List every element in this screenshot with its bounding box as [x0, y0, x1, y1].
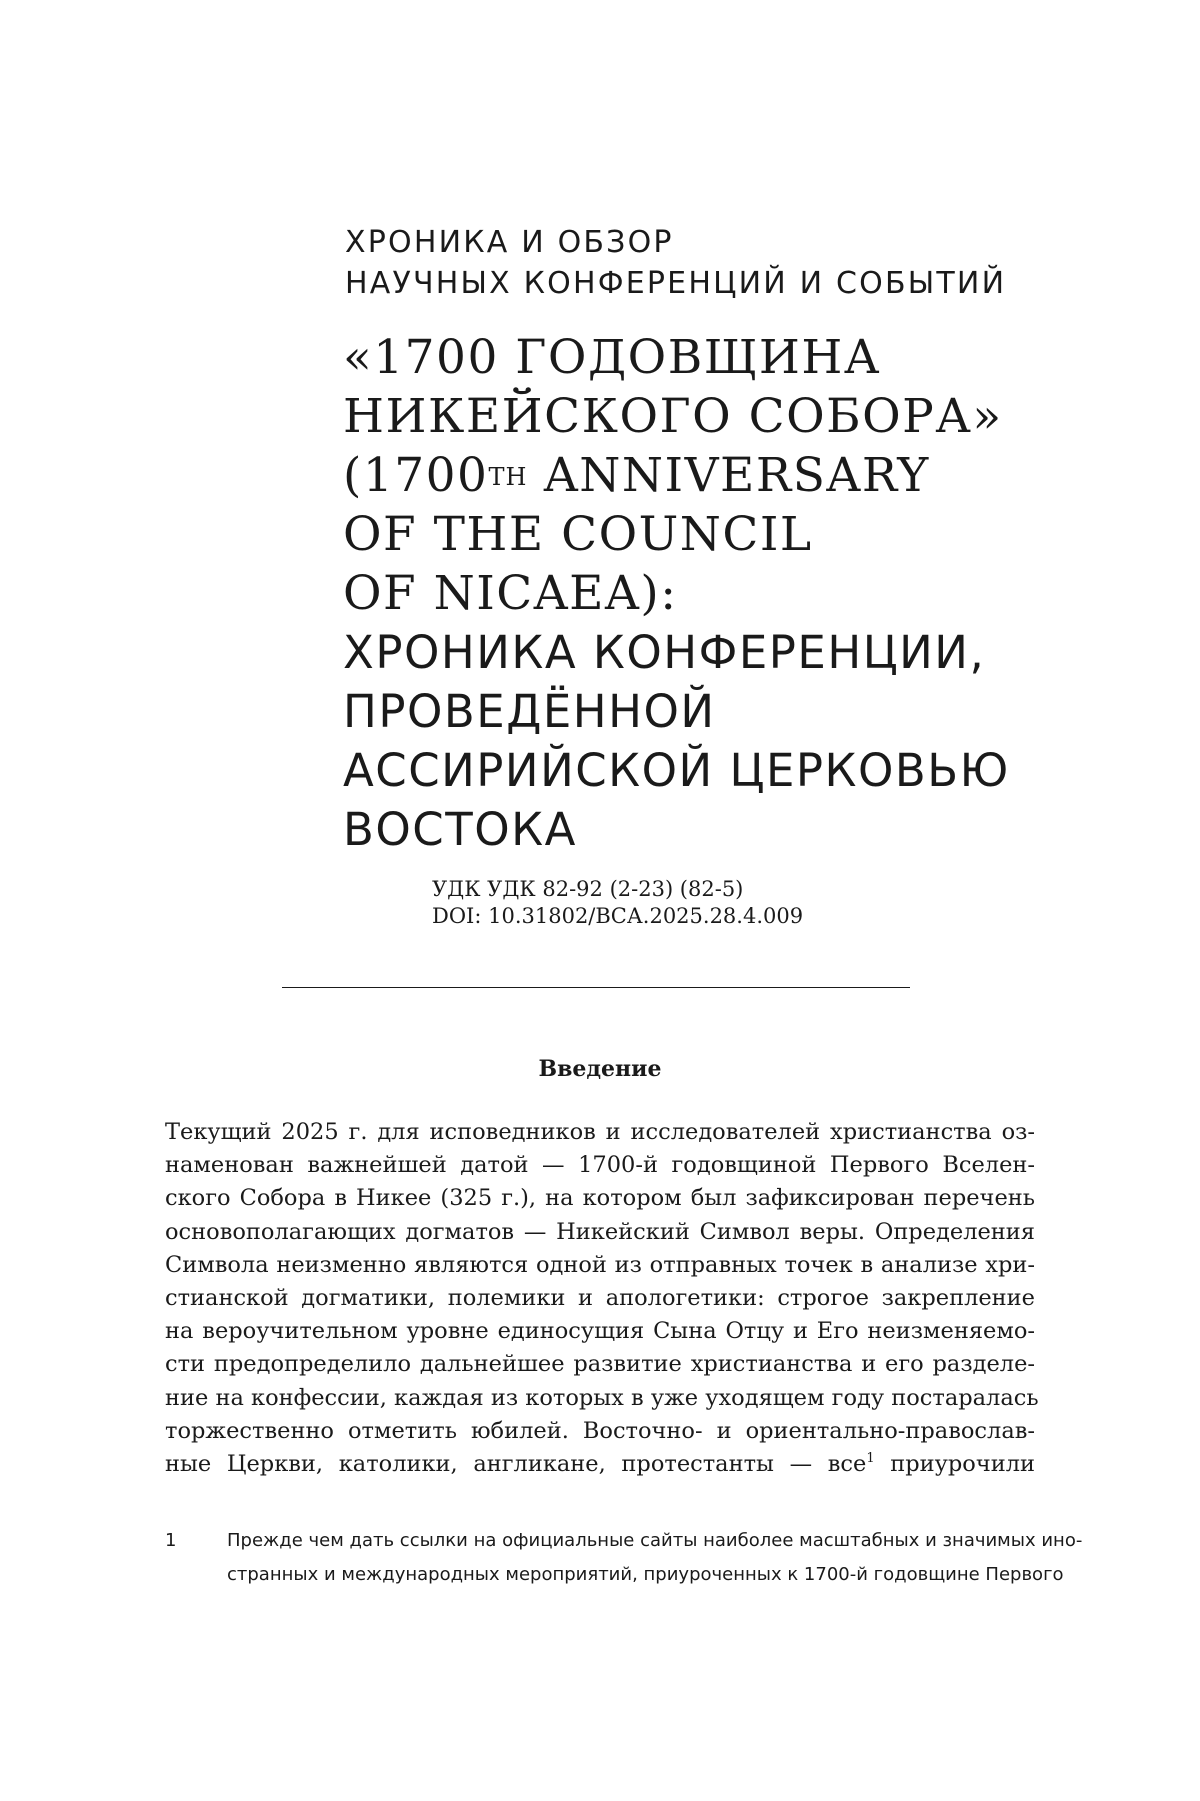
title-line-9: ВОСТОКА	[343, 803, 577, 856]
body-line: основополагающих догматов — Никейский Символ веры. Определения	[165, 1218, 1035, 1245]
title-line-7: ПРОВЕДЁННОЙ	[343, 685, 716, 738]
body-line: стианской догматики, полемики и апологетики: строгое закрепление	[165, 1284, 1035, 1311]
body-paragraph	[165, 1116, 1039, 1481]
body-line: наменован важнейшей датой — 1700-й годовщиной Первого Вселен-	[165, 1152, 1035, 1179]
body-line: ского Собора в Никее (325 г.), на котором был зафиксирован перечень	[165, 1185, 1035, 1212]
footnote-text	[227, 1524, 1083, 1592]
udk-code: УДК УДК 82-92 (2-23) (82-5)	[432, 877, 744, 901]
title-line-3-post: ANNIVERSARY	[527, 448, 930, 503]
footnote-number: 1	[165, 1530, 177, 1551]
title-line-1: «1700 ГОДОВЩИНА	[343, 330, 881, 385]
body-line: на вероучительном уровне единосущия Сына Отцу и Его неизменяемо-	[165, 1318, 1035, 1345]
section-rubric	[345, 222, 1006, 304]
title-line-6: ХРОНИКА КОНФЕРЕНЦИИ,	[343, 626, 986, 679]
title-line-3-pre: (1700	[343, 448, 489, 503]
title-line-3-superscript: TH	[488, 463, 528, 491]
rubric-line-1: ХРОНИКА И ОБЗОР	[345, 225, 674, 260]
footnote-reference[interactable]: 1	[866, 1450, 875, 1466]
title-line-4: OF THE COUNCIL	[343, 507, 813, 562]
footnote-line: странных и международных мероприятий, приуроченных к 1700-й годовщине Первого	[227, 1564, 1064, 1585]
title-line-2: НИКЕЙСКОГО СОБОРА»	[343, 389, 1003, 444]
body-line: Текущий 2025 г. для исповедников и исследователей христианства оз-	[165, 1119, 1035, 1145]
section-heading: Введение	[538, 1056, 662, 1082]
body-line: торжественно отметить юбилей. Восточно- и ориентально-православ-	[165, 1417, 1035, 1444]
footnote-line: Прежде чем дать ссылки на официальные сайты наиболее масштабных и значимых ино-	[227, 1530, 1083, 1551]
title-line-5: OF NICAEA):	[343, 566, 678, 621]
body-line: сти предопределило дальнейшее развитие христианства и его разделе-	[165, 1351, 1035, 1378]
title-line-8: АССИРИЙСКОЙ ЦЕРКОВЬЮ	[343, 744, 1010, 797]
title-line-3	[343, 446, 1010, 505]
body-last-line-pre: ные Церкви, католики, англикане, протестанты — все	[165, 1450, 867, 1477]
body-line: ние на конфессии, каждая из которых в уже уходящем году постаралась	[165, 1384, 1039, 1411]
article-metadata	[432, 876, 803, 930]
rubric-line-2: НАУЧНЫХ КОНФЕРЕНЦИЙ И СОБЫТИЙ	[345, 266, 1007, 301]
body-line-last	[165, 1448, 1035, 1481]
body-line: Символа неизменно являются одной из отправных точек в анализе хри-	[165, 1251, 1035, 1278]
article-title	[343, 328, 1010, 859]
doi-code: DOI: 10.31802/ВСА.2025.28.4.009	[432, 904, 804, 928]
horizontal-divider	[282, 987, 910, 988]
body-last-line-post: приурочили	[874, 1450, 1035, 1477]
